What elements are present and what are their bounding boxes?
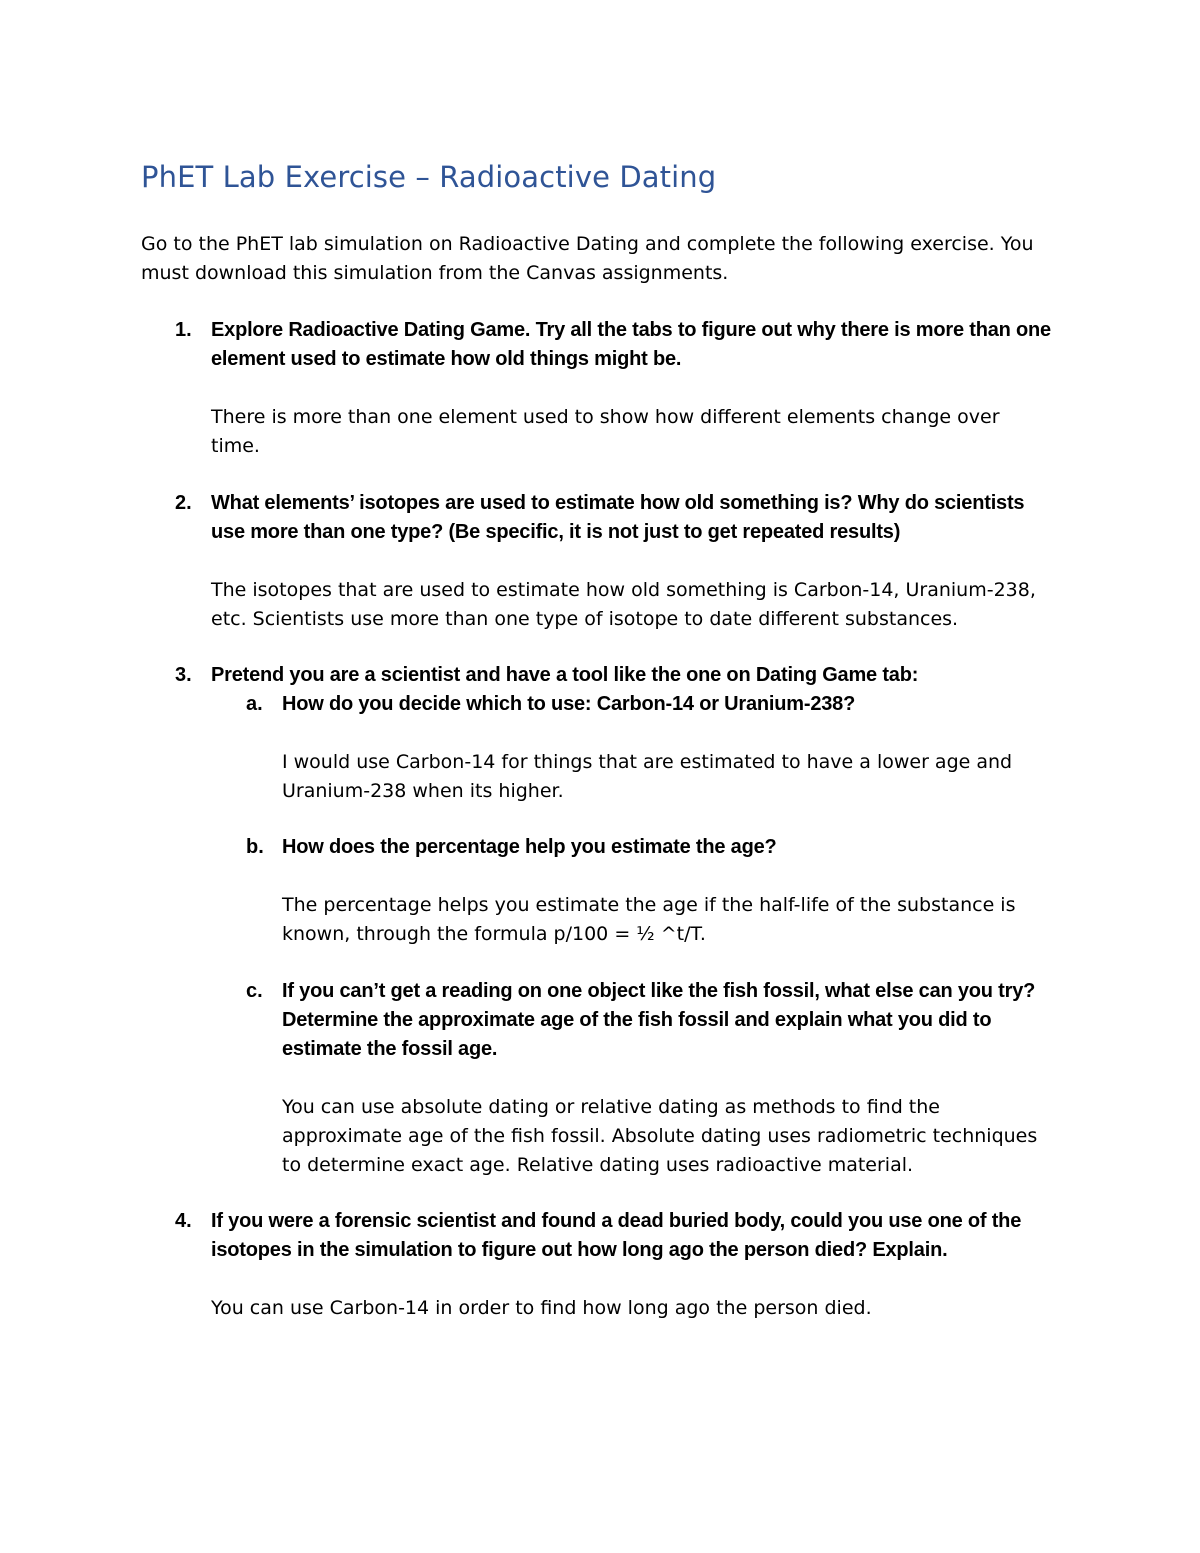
question-4-answer: You can use Carbon-14 in order to find how long ago the person died. bbox=[211, 1297, 872, 1319]
intro-paragraph: Go to the PhET lab simulation on Radioactive Dating and complete the following exercise. You must download this simulation from the Canvas assignments. bbox=[141, 233, 1034, 284]
question-1-number: 1. bbox=[175, 319, 192, 341]
question-2-text: What elements’ isotopes are used to estimate how old something is? Why do scientists use more than one type? (Be specific, it is not just to get repeated results) bbox=[211, 492, 1025, 543]
question-4-text: If you were a forensic scientist and found a dead buried body, could you use one of the isotopes in the simulation to figure out how long ago the person died? Explain. bbox=[211, 1210, 1022, 1261]
question-3c-text: If you can’t get a reading on one object like the fish fossil, what else can you try? Determine the approximate age of the fish fossil and explain what you did to estimate the fossil age. bbox=[282, 980, 1036, 1060]
question-2-number: 2. bbox=[175, 492, 192, 514]
question-3a-letter: a. bbox=[246, 693, 263, 715]
question-3b-text: How does the percentage help you estimate the age? bbox=[282, 836, 777, 858]
question-4-number: 4. bbox=[175, 1210, 192, 1232]
question-1-answer: There is more than one element used to show how different elements change over time. bbox=[211, 406, 1000, 457]
document-title: PhET Lab Exercise – Radioactive Dating bbox=[141, 160, 717, 194]
question-3c-answer: You can use absolute dating or relative dating as methods to find the approximate age of the fish fossil. Absolute dating uses radiometric techniques to determine exact age. Relative dating uses radioactive material. bbox=[282, 1096, 1038, 1176]
question-3b-letter: b. bbox=[246, 836, 264, 858]
question-2-answer: The isotopes that are used to estimate how old something is Carbon-14, Uranium-238, etc. Scientists use more than one type of isotope to date different substances. bbox=[211, 579, 1036, 630]
question-3b-answer: The percentage helps you estimate the age if the half-life of the substance is known, through the formula p/100 = ½ ^t/T. bbox=[282, 894, 1016, 945]
question-3a-text: How do you decide which to use: Carbon-14 or Uranium-238? bbox=[282, 693, 856, 715]
question-3a-answer: I would use Carbon-14 for things that are estimated to have a lower age and Uranium-238 when its higher. bbox=[282, 751, 1013, 802]
question-3c-letter: c. bbox=[246, 980, 263, 1002]
question-3-text: Pretend you are a scientist and have a tool like the one on Dating Game tab: bbox=[211, 664, 919, 686]
question-1-text: Explore Radioactive Dating Game. Try all the tabs to figure out why there is more than one element used to estimate how old things might be. bbox=[211, 319, 1051, 370]
question-3-number: 3. bbox=[175, 664, 192, 686]
